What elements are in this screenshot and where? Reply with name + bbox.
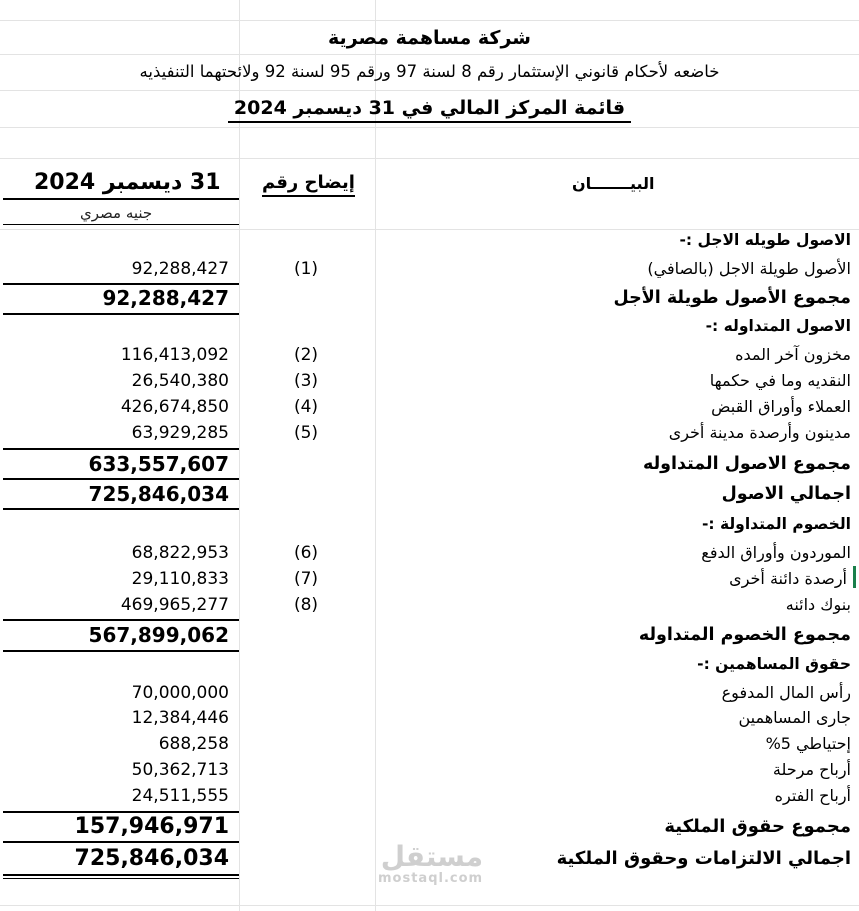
grand-total-double-rule bbox=[3, 874, 239, 879]
table-row bbox=[0, 566, 859, 592]
row-label: بنوك دائنه bbox=[785, 595, 851, 614]
table-row bbox=[0, 680, 859, 706]
table-row bbox=[0, 394, 859, 420]
row-amount: 92,288,427 bbox=[102, 286, 229, 310]
row-amount: 157,946,971 bbox=[74, 814, 229, 839]
table-row bbox=[0, 342, 859, 368]
row-label: إحتياطي 5% bbox=[765, 734, 851, 753]
table-row bbox=[0, 540, 859, 566]
column-header-item: البيـــــــان bbox=[572, 174, 655, 193]
total-row bbox=[0, 813, 859, 839]
row-amount: 92,288,427 bbox=[131, 259, 229, 279]
row-label: مدينون وأرصدة مدينة أخرى bbox=[668, 423, 851, 442]
row-label: الاصول طويله الاجل :- bbox=[679, 231, 851, 249]
table-row bbox=[0, 783, 859, 809]
table-row bbox=[0, 757, 859, 783]
total-row bbox=[0, 285, 859, 311]
grid-row-line bbox=[0, 127, 859, 128]
row-label: أرصدة دائنة أخرى bbox=[729, 569, 847, 588]
row-amount: 725,846,034 bbox=[74, 846, 229, 871]
row-label: حقوق المساهمين :- bbox=[697, 655, 851, 673]
row-label: اجمالي الاصول bbox=[721, 484, 851, 504]
row-note: (6) bbox=[293, 543, 319, 563]
legal-subtitle: خاضعه لأحكام قانوني الإستثمار رقم 8 لسنة 97 ورقم 95 لسنة 92 ولائحتهما التنفيذيه bbox=[139, 62, 720, 81]
table-row bbox=[0, 368, 859, 394]
row-amount: 469,965,277 bbox=[120, 595, 229, 615]
row-note: (5) bbox=[293, 423, 319, 443]
row-label: الاصول المتداوله :- bbox=[705, 317, 851, 335]
row-amount: 688,258 bbox=[158, 734, 229, 754]
section-header-current-assets bbox=[0, 314, 859, 340]
row-amount: 12,384,446 bbox=[131, 708, 229, 728]
watermark-arabic-text: مستقل bbox=[380, 840, 484, 873]
row-amount: 70,000,000 bbox=[131, 683, 229, 703]
grid-row-line bbox=[0, 54, 859, 55]
row-amount: 725,846,034 bbox=[88, 482, 229, 506]
total-row bbox=[0, 481, 859, 507]
row-label: العملاء وأوراق القبض bbox=[711, 397, 851, 416]
section-header-equity bbox=[0, 652, 859, 678]
row-label: أرباح مرحلة bbox=[772, 760, 851, 779]
statement-title bbox=[0, 97, 859, 119]
table-row bbox=[0, 592, 859, 618]
total-rule bbox=[3, 619, 239, 621]
row-label: مجموع الاصول المتداوله bbox=[642, 454, 851, 474]
row-label: أرباح الفتره bbox=[774, 786, 851, 805]
row-amount: 26,540,380 bbox=[131, 371, 229, 391]
row-label: النقديه وما في حكمها bbox=[709, 371, 851, 390]
table-row bbox=[0, 705, 859, 731]
mostaql-watermark-logo bbox=[378, 842, 483, 886]
row-label: الموردون وأوراق الدفع bbox=[701, 543, 851, 562]
row-label: الخصوم المتداولة :- bbox=[701, 515, 851, 533]
section-header-long-term-assets bbox=[0, 228, 859, 254]
grid-row-line bbox=[0, 90, 859, 91]
table-row bbox=[0, 256, 859, 282]
table-row bbox=[0, 731, 859, 757]
row-label: مجموع الأصول طويلة الأجل bbox=[613, 288, 851, 308]
currency-underline bbox=[3, 224, 239, 225]
row-note: (2) bbox=[293, 345, 319, 365]
total-rule bbox=[3, 283, 239, 285]
total-rule bbox=[3, 478, 239, 480]
total-rule bbox=[3, 841, 239, 843]
statement-title-text: قائمة المركز المالي في 31 ديسمبر 2024 bbox=[228, 97, 631, 123]
row-note: (8) bbox=[293, 595, 319, 615]
row-amount: 116,413,092 bbox=[120, 345, 229, 365]
total-rule bbox=[3, 448, 239, 450]
row-label: مجموع حقوق الملكية bbox=[664, 816, 851, 837]
row-note: (3) bbox=[293, 371, 319, 391]
watermark-latin-text: mostaql.com bbox=[378, 871, 484, 886]
row-amount: 68,822,953 bbox=[131, 543, 229, 563]
total-rule bbox=[3, 508, 239, 510]
grid-row-line bbox=[0, 158, 859, 159]
grid-row-line bbox=[0, 20, 859, 21]
currency-label: جنيه مصري bbox=[80, 204, 153, 222]
row-amount: 567,899,062 bbox=[88, 623, 229, 647]
row-amount: 426,674,850 bbox=[120, 397, 229, 417]
total-row bbox=[0, 622, 859, 648]
row-note: (7) bbox=[293, 569, 319, 589]
row-note: (4) bbox=[293, 397, 319, 417]
row-amount: 50,362,713 bbox=[131, 760, 229, 780]
date-header-underline bbox=[3, 198, 239, 200]
row-label: مخزون آخر المده bbox=[735, 345, 851, 364]
row-amount: 29,110,833 bbox=[131, 569, 229, 589]
row-label: مجموع الخصوم المتداوله bbox=[638, 625, 851, 645]
row-label: رأس المال المدفوع bbox=[721, 683, 851, 702]
column-header-date: 31 ديسمبر 2024 bbox=[34, 170, 221, 195]
column-header-note: إيضاح رقم bbox=[262, 172, 355, 197]
row-amount: 63,929,285 bbox=[131, 423, 229, 443]
row-note: (1) bbox=[293, 259, 319, 279]
row-amount: 24,511,555 bbox=[131, 786, 229, 806]
row-label: الأصول طويلة الاجل (بالصافي) bbox=[647, 259, 851, 278]
active-cell-indicator bbox=[853, 566, 856, 588]
table-row bbox=[0, 420, 859, 446]
row-label: جارى المساهمين bbox=[738, 708, 851, 727]
section-header-current-liabilities bbox=[0, 512, 859, 538]
company-name: شركة مساهمة مصرية bbox=[328, 27, 531, 49]
row-label: اجمالي الالتزامات وحقوق الملكية bbox=[556, 848, 851, 869]
grid-row-line bbox=[0, 905, 859, 906]
row-amount: 633,557,607 bbox=[88, 452, 229, 476]
total-row bbox=[0, 451, 859, 477]
